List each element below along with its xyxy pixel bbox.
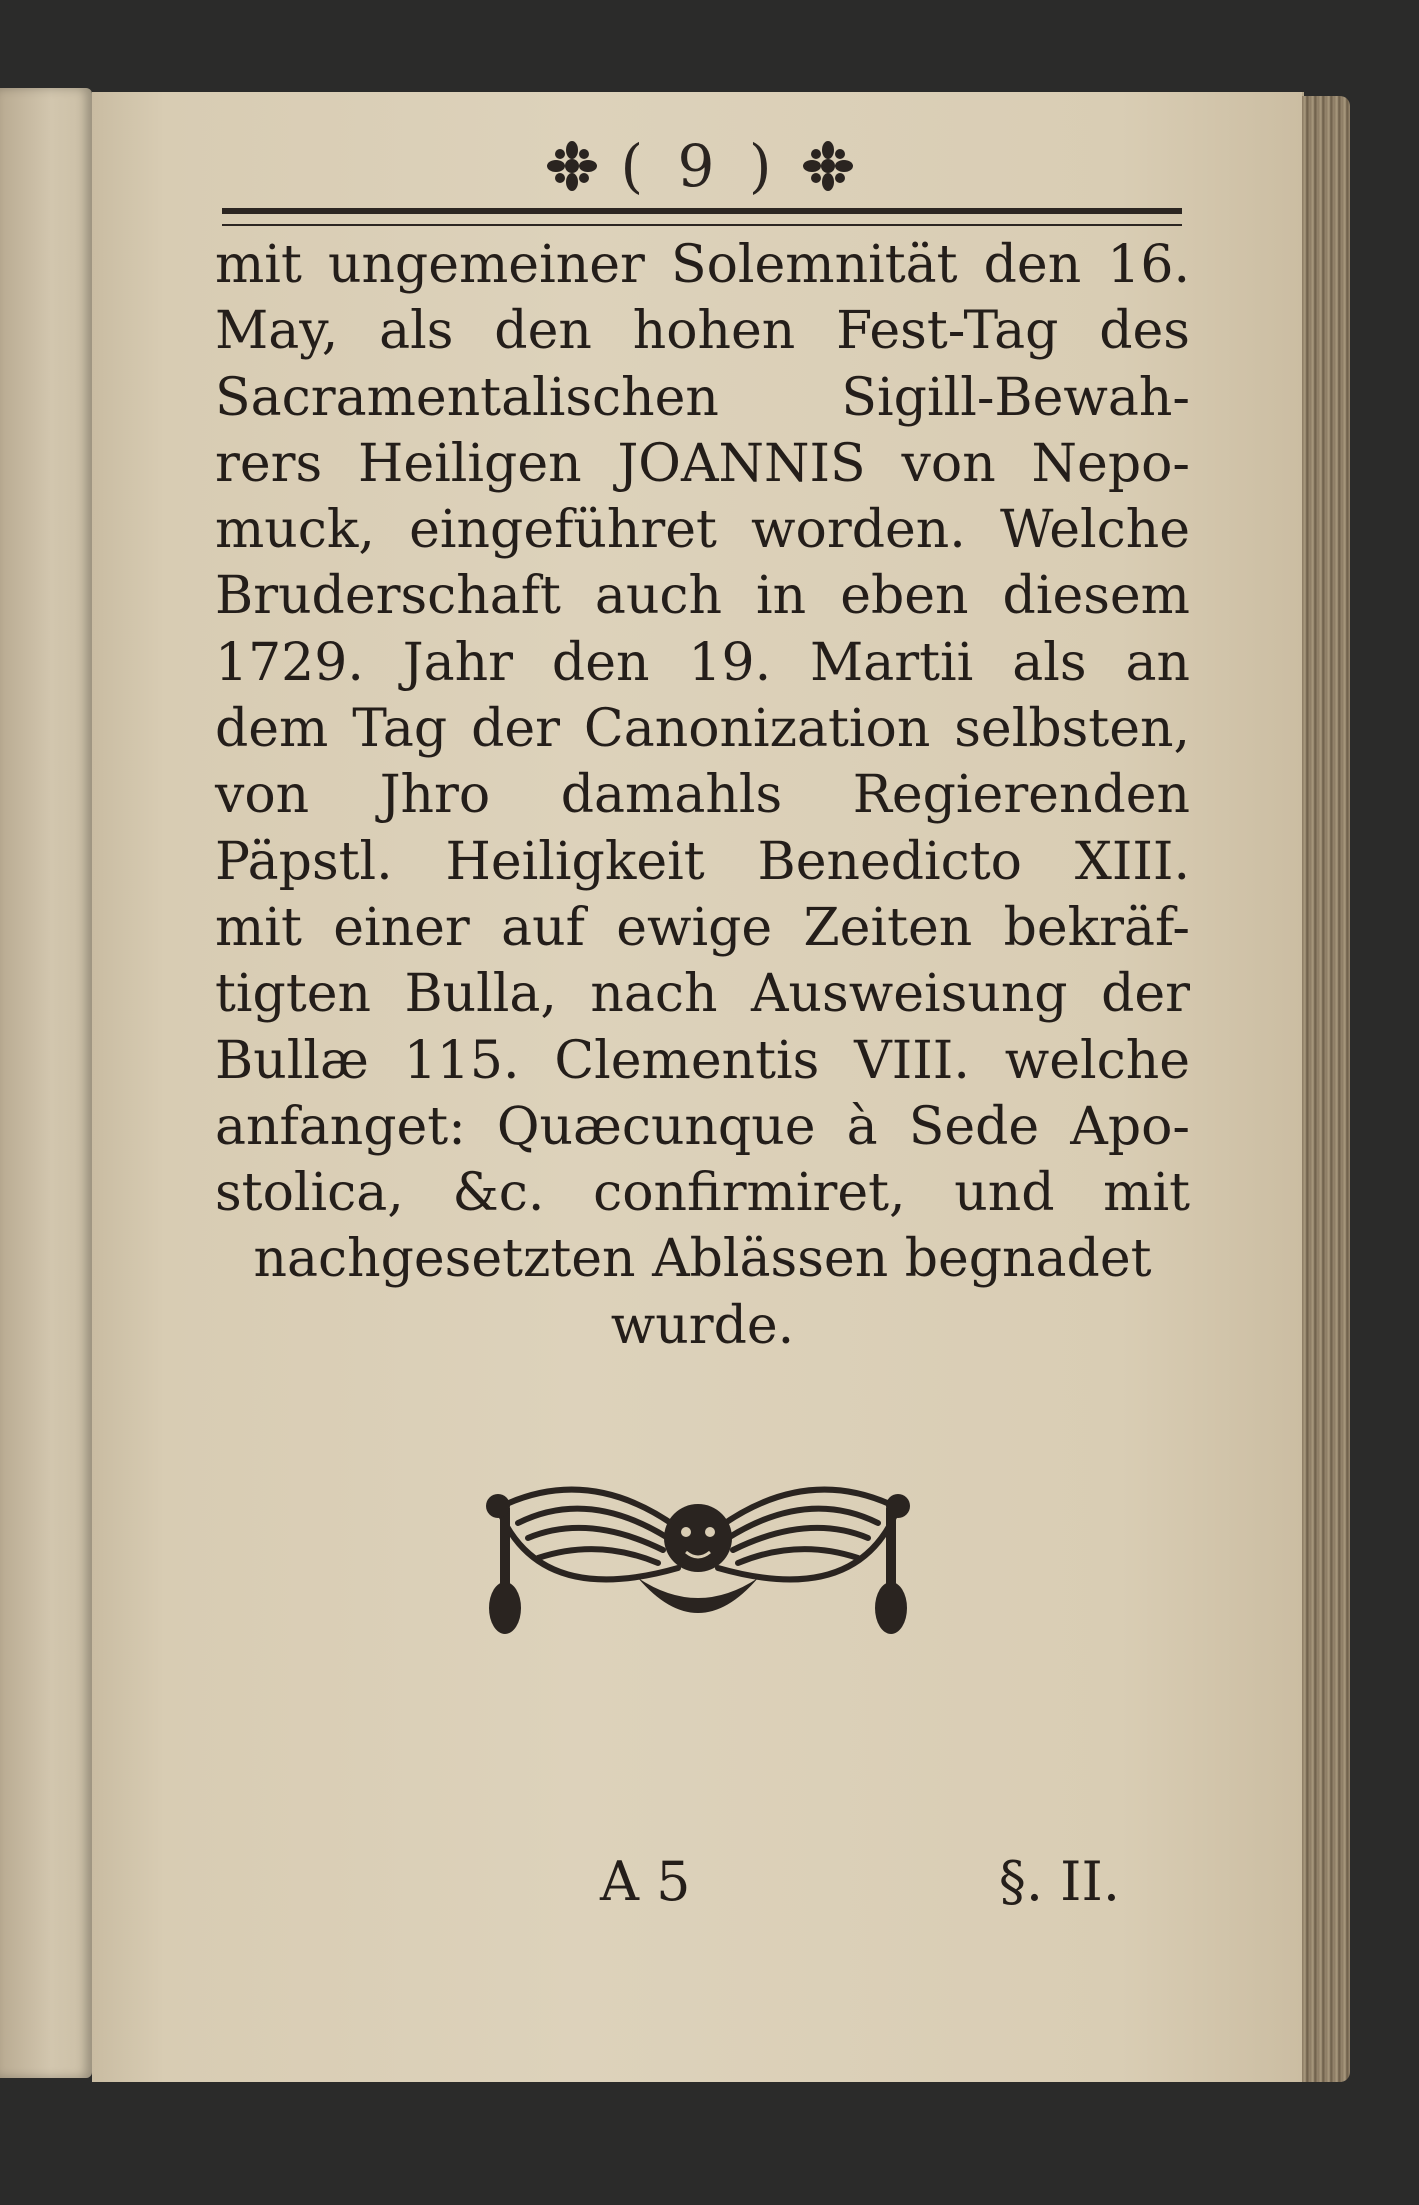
- header-rule: [222, 208, 1182, 226]
- text-line: 1729. Jahr den 19. Martii als an: [215, 632, 1190, 693]
- left-page-edge: [0, 88, 92, 2078]
- flower-ornament-icon: [546, 140, 598, 192]
- signature-mark: A 5: [600, 1850, 691, 1913]
- page-stack-edge: [1302, 96, 1350, 2082]
- text-line: dem Tag der Canonization selbsten,: [215, 699, 1190, 760]
- text-line: Päpstl. Heiligkeit Benedicto XIII.: [215, 831, 1190, 892]
- text-line: Sacramentalischen Sigill-Bewah-: [215, 367, 1190, 428]
- text-line: anfanget: Quæcunque à Sede Apo-: [215, 1096, 1190, 1157]
- page-footer: [600, 1850, 1120, 1930]
- page-number: ( 9 ): [620, 132, 780, 200]
- text-line: stolica, &c. confirmiret, und mit: [215, 1163, 1190, 1224]
- text-line: von Jhro damahls Regierenden: [215, 765, 1190, 826]
- body-text: [215, 232, 1190, 1359]
- text-line: muck, eingeführet worden. Welche: [215, 500, 1190, 561]
- winged-cherub-ornament: [478, 1468, 918, 1658]
- text-line: mit ungemeiner Solemnität den 16.: [215, 235, 1190, 295]
- page-header: [220, 132, 1180, 212]
- text-line: tigten Bulla, nach Ausweisung der: [215, 964, 1190, 1025]
- text-line: mit einer auf ewige Zeiten bekräf-: [215, 897, 1190, 958]
- text-line: May, als den hohen Fest-Tag des: [215, 301, 1190, 362]
- text-line: Bruderschaft auch in eben diesem: [215, 566, 1190, 627]
- text-line: nachgesetzten Ablässen begnadet: [253, 1229, 1152, 1290]
- text-line: wurde.: [610, 1295, 795, 1356]
- text-line: rers Heiligen JOANNIS von Nepo-: [215, 433, 1190, 494]
- text-line: Bullæ 115. Clementis VIII. welche: [215, 1030, 1190, 1091]
- catchword: §. II.: [998, 1850, 1120, 1913]
- flower-ornament-icon: [802, 140, 854, 192]
